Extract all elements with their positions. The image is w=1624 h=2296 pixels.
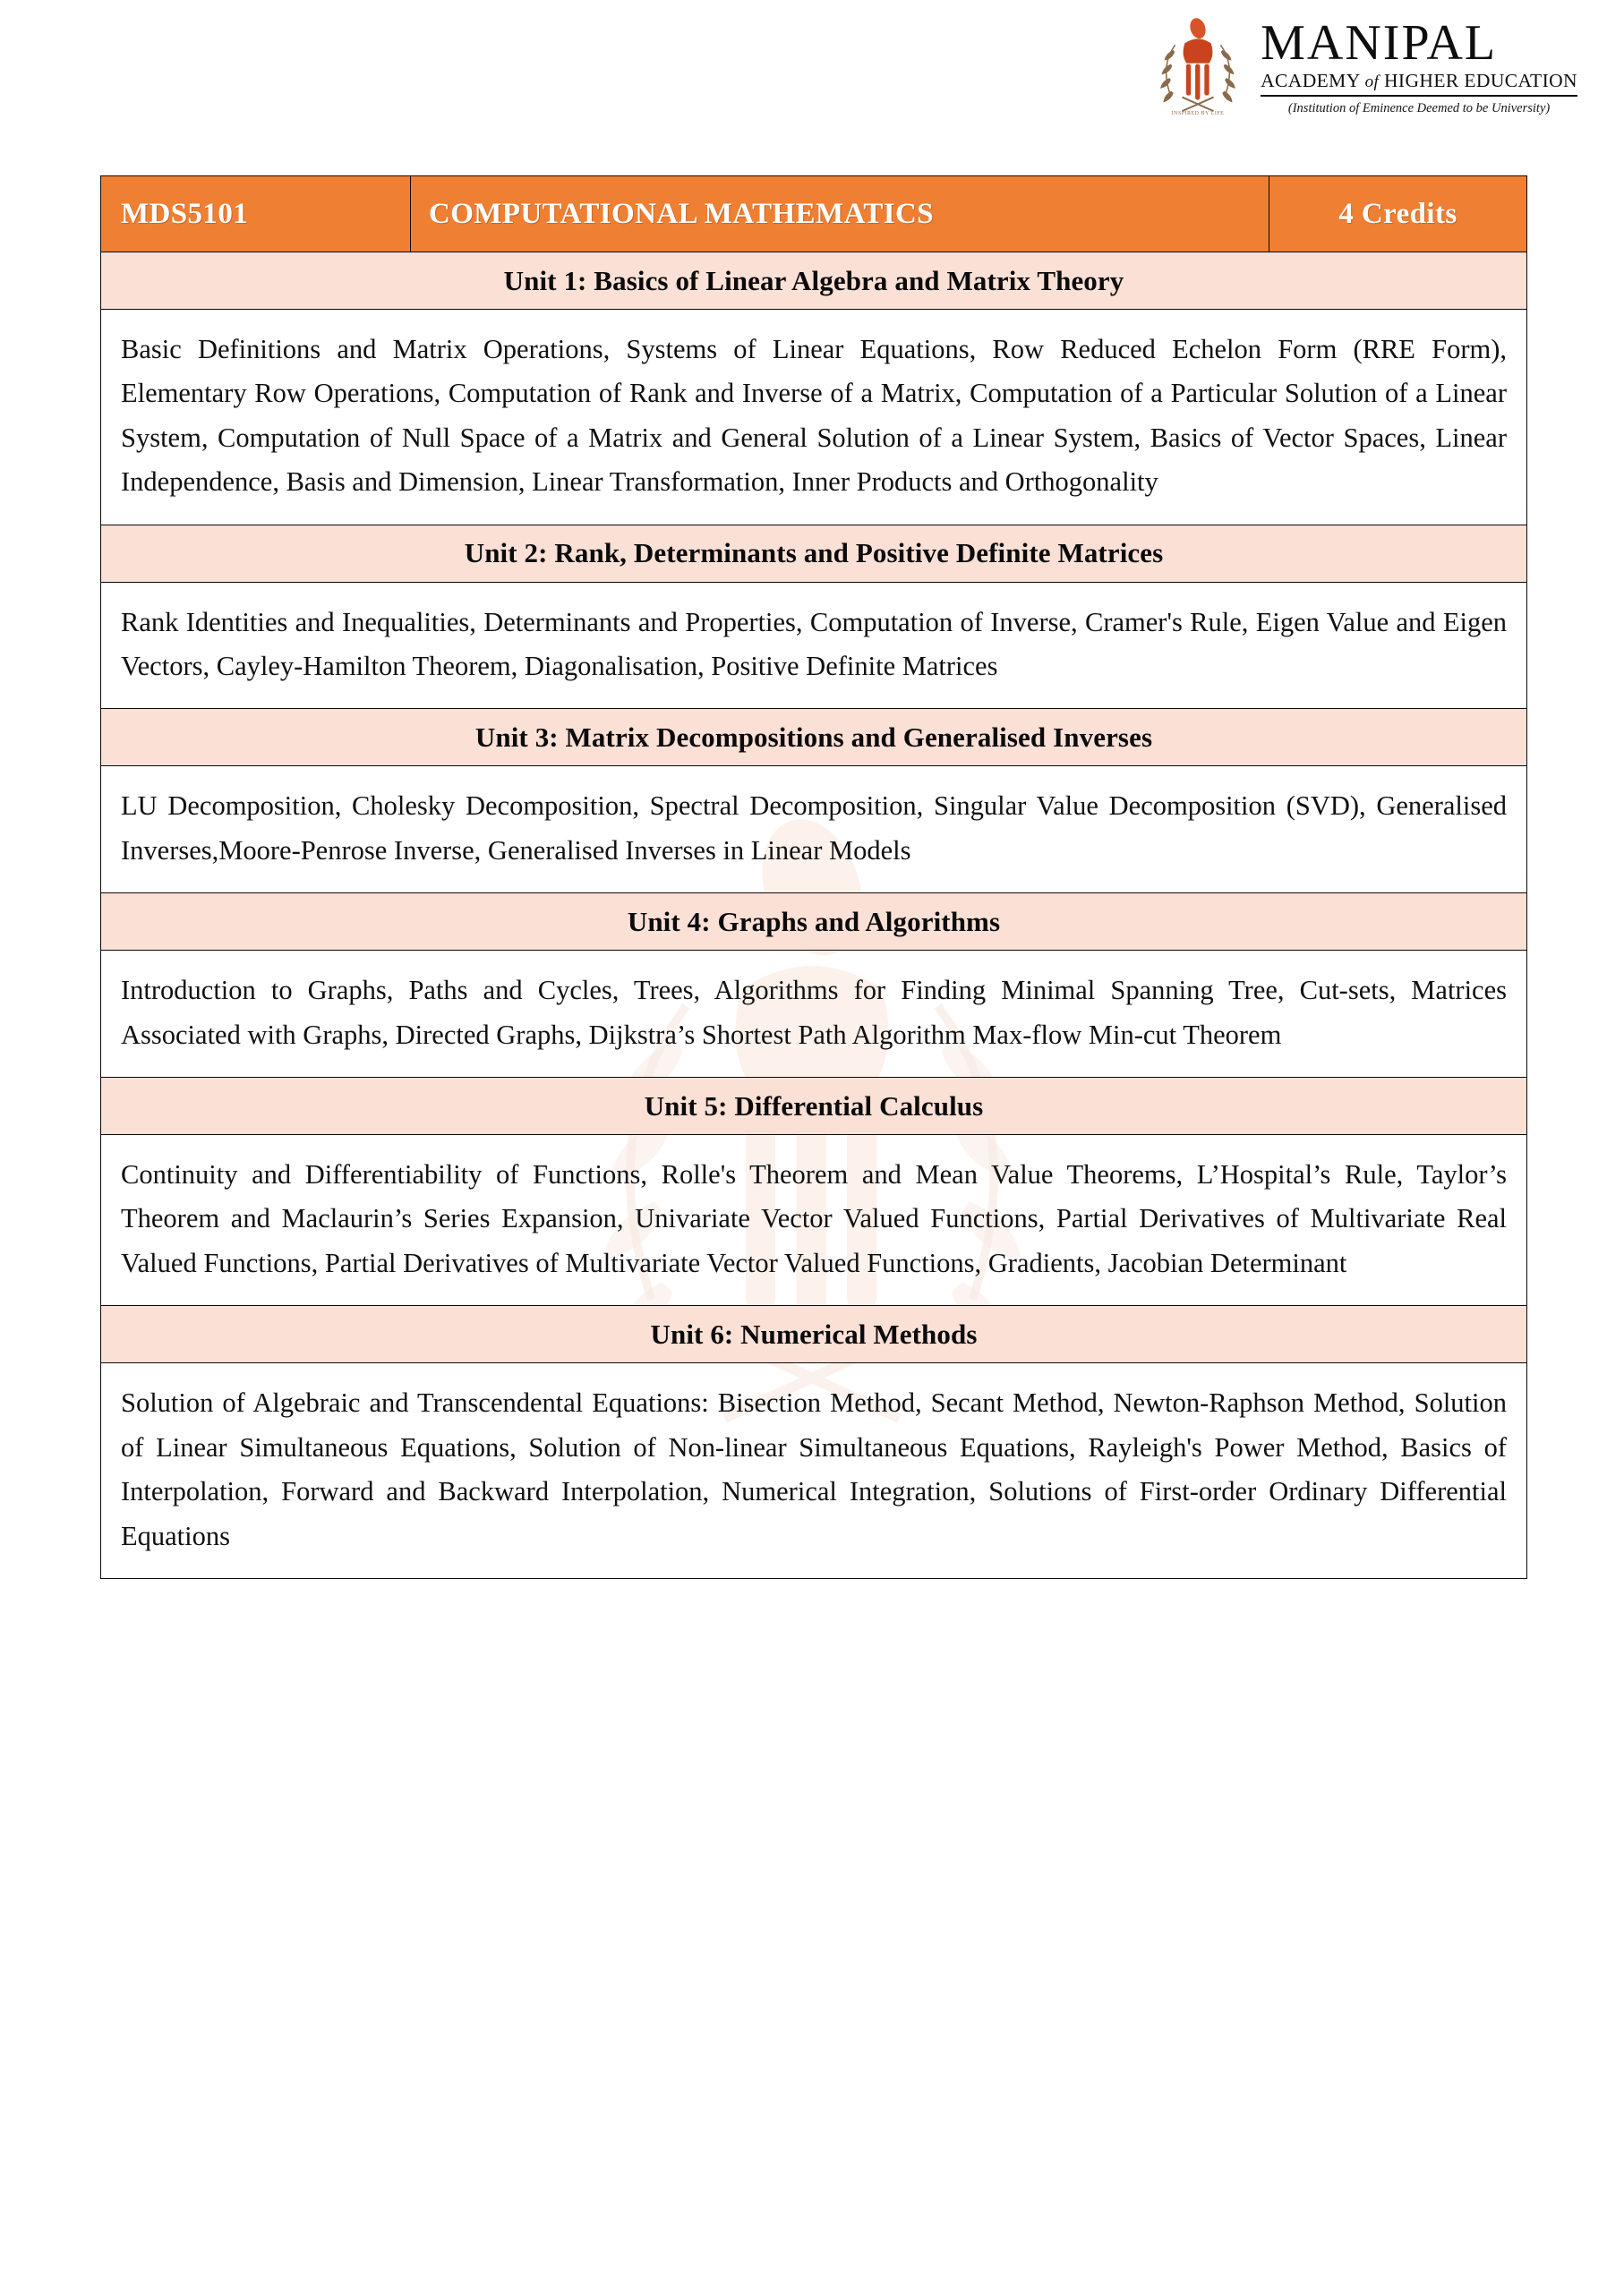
unit-4-title-row: [101, 893, 1527, 951]
course-header-row: [101, 176, 1527, 252]
wordmark-main: MANIPAL: [1261, 14, 1498, 71]
crest-motto-text: INSPIRED BY LIFE: [1171, 111, 1225, 116]
wordmark-academy: ACADEMY: [1261, 70, 1360, 92]
letterhead: [1150, 16, 1577, 116]
unit-2-title-row: [101, 525, 1527, 582]
unit-1-title-row: [101, 252, 1527, 310]
unit-4-content: Introduction to Graphs, Paths and Cycles, Trees, Algorithms for Finding Minimal Spanning Tree, Cut-sets, Matrices Associated with Graphs, Directed Graphs, Dijkstra’s Shortest Path Algorithm Max-flow Min-cut Theorem: [101, 951, 1527, 1078]
unit-3-content-row: [101, 766, 1527, 893]
unit-6-title: Unit 6: Numerical Methods: [101, 1306, 1527, 1363]
unit-1-title: Unit 1: Basics of Linear Algebra and Matrix Theory: [101, 252, 1527, 310]
unit-5-title: Unit 5: Differential Calculus: [101, 1078, 1527, 1135]
manipal-wordmark: [1261, 14, 1577, 115]
wordmark-note: (Institution of Eminence Deemed to be University): [1287, 100, 1551, 115]
unit-6-content-row: [101, 1363, 1527, 1579]
unit-1-content: Basic Definitions and Matrix Operations, Systems of Linear Equations, Row Reduced Echelon Form (RRE Form), Elementary Row Operations, Computation of Rank and Inverse of a Matrix, Computation of a Particular Solution of a Linear System, Computation of Null Space of a Matrix and General Solution of a Linear System, Basics of Vector Spaces, Linear Independence, Basis and Dimension, Linear Transformation, Inner Products and Orthogonality: [101, 310, 1527, 525]
syllabus-table-body: [101, 176, 1527, 1579]
wordmark-of: of: [1364, 73, 1380, 92]
unit-3-title: Unit 3: Matrix Decompositions and Generalised Inverses: [101, 709, 1527, 766]
course-title-cell: COMPUTATIONAL MATHEMATICS: [411, 176, 1269, 252]
wordmark-subtitle: [1261, 72, 1577, 97]
unit-3-title-row: [101, 709, 1527, 766]
unit-3-content: LU Decomposition, Cholesky Decomposition, Spectral Decomposition, Singular Value Decomposition (SVD), Generalised Inverses,Moore-Penrose Inverse, Generalised Inverses in Linear Models: [101, 766, 1527, 893]
unit-2-title: Unit 2: Rank, Determinants and Positive Definite Matrices: [101, 525, 1527, 582]
unit-1-content-row: [101, 310, 1527, 525]
course-credits-cell: 4 Credits: [1269, 176, 1527, 252]
unit-5-content: Continuity and Differentiability of Functions, Rolle's Theorem and Mean Value Theorems, L’Hospital’s Rule, Taylor’s Theorem and Maclaurin’s Series Expansion, Univariate Vector Valued Functions, Partial Derivatives of Multivariate Real Valued Functions, Partial Derivatives of Multivariate Vector Valued Functions, Gradients, Jacobian Determinant: [101, 1135, 1527, 1306]
wordmark-higher-education: HIGHER EDUCATION: [1383, 70, 1577, 92]
manipal-crest-icon: [1150, 16, 1246, 116]
course-code-cell: MDS5101: [101, 176, 411, 252]
unit-4-title: Unit 4: Graphs and Algorithms: [101, 893, 1527, 951]
unit-5-content-row: [101, 1135, 1527, 1306]
unit-2-content: Rank Identities and Inequalities, Determinants and Properties, Computation of Inverse, Cramer's Rule, Eigen Value and Eigen Vectors, Cayley-Hamilton Theorem, Diagonalisation, Positive Definite Matrices: [101, 582, 1527, 709]
unit-4-content-row: [101, 951, 1527, 1078]
unit-6-content: Solution of Algebraic and Transcendental Equations: Bisection Method, Secant Method, Newton-Raphson Method, Solution of Linear Simultaneous Equations, Solution of Non-linear Simultaneous Equations, Rayleigh's Power Method, Basics of Interpolation, Forward and Backward Interpolation, Numerical Integration, Solutions of First-order Ordinary Differential Equations: [101, 1363, 1527, 1579]
syllabus-table: [100, 175, 1527, 1579]
unit-2-content-row: [101, 582, 1527, 709]
unit-5-title-row: [101, 1078, 1527, 1135]
unit-6-title-row: [101, 1306, 1527, 1363]
